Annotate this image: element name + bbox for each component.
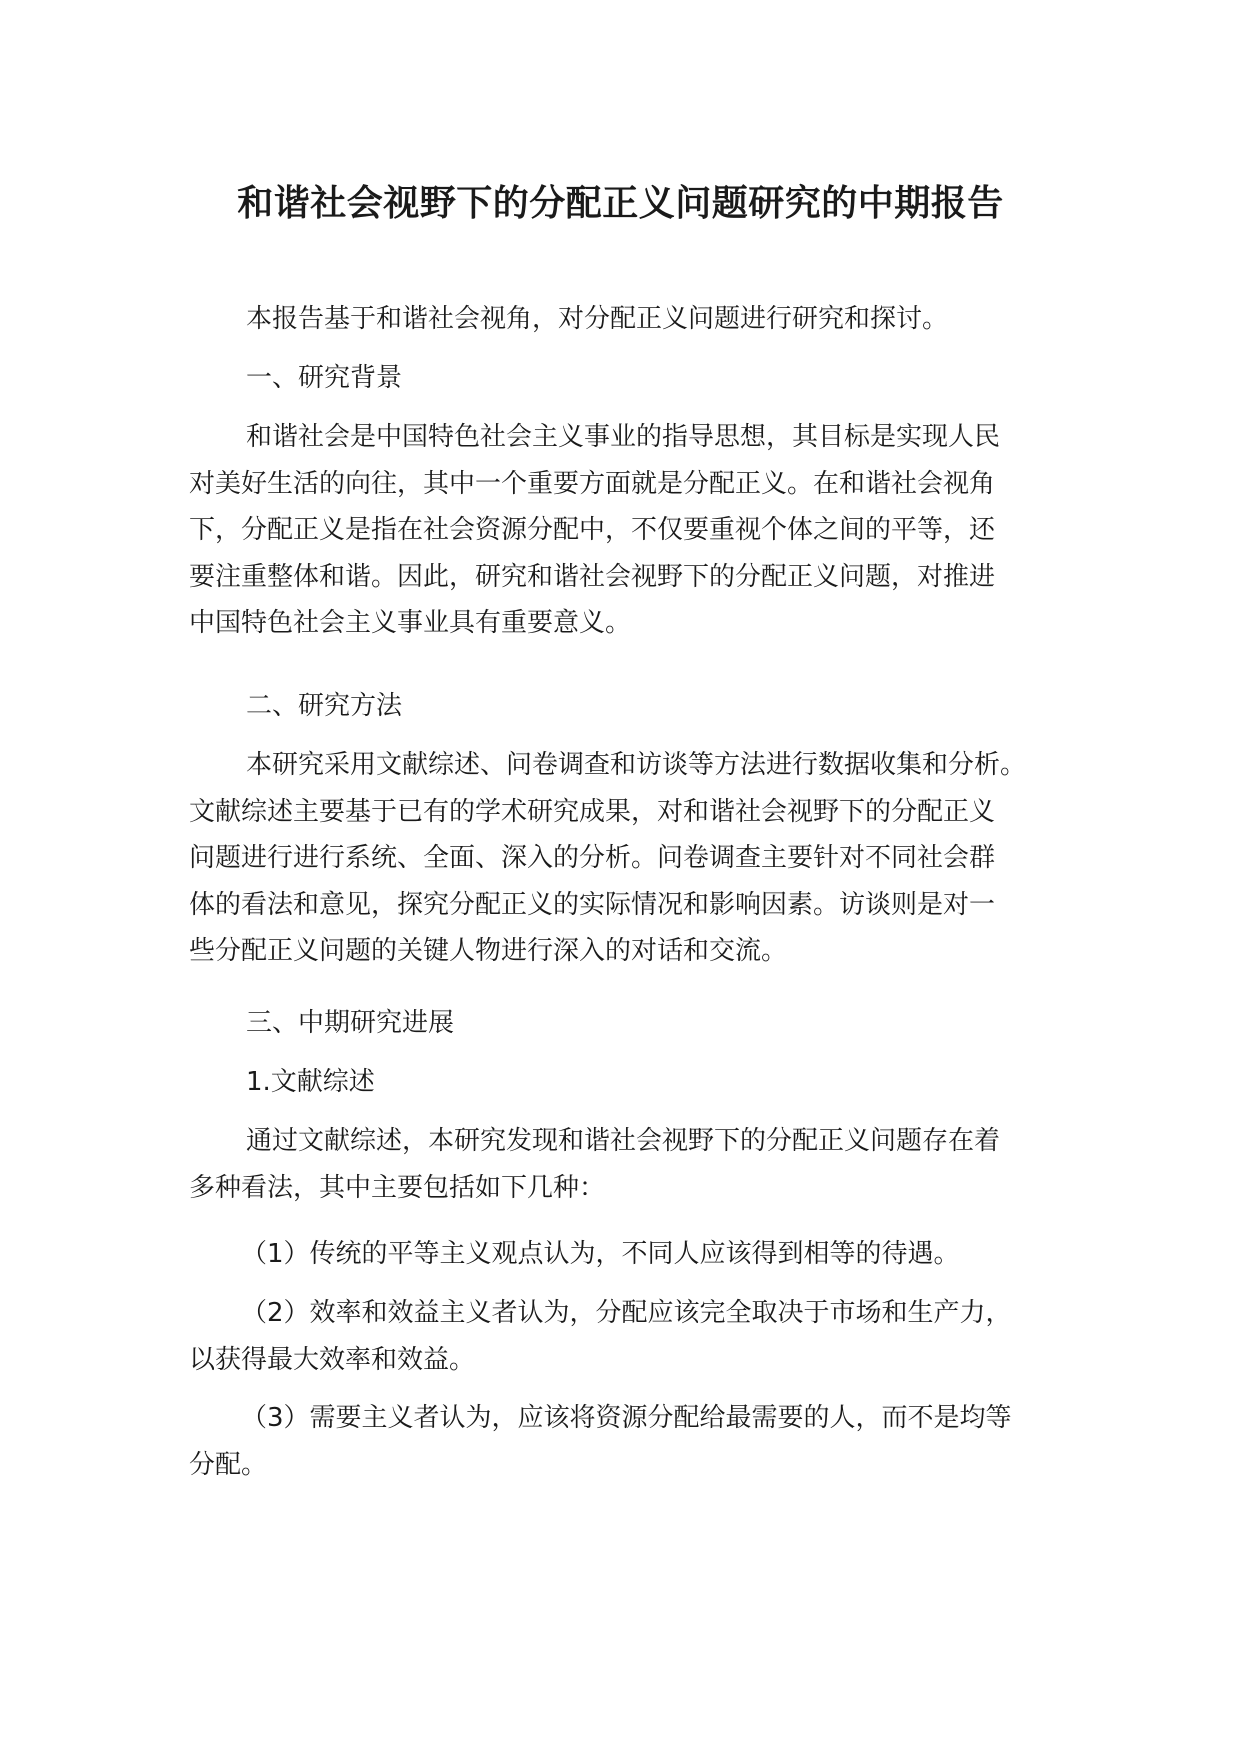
intro-paragraph: 本报告基于和谐社会视角，对分配正义问题进行研究和探讨。 — [246, 304, 949, 334]
methods-line: 问题进行进行系统、全面、深入的分析。问卷调查主要针对不同社会群 — [189, 843, 996, 873]
section-heading-progress: 三、中期研究进展 — [246, 1008, 455, 1038]
section-heading-background: 一、研究背景 — [246, 363, 403, 393]
list-item-2 — [189, 1290, 1057, 1383]
progress-intro-paragraph — [189, 1118, 1057, 1211]
list-item-line: （2）效率和效益主义者认为，分配应该完全取决于市场和生产力， — [241, 1298, 1012, 1328]
list-item-3 — [189, 1395, 1057, 1488]
background-paragraph — [189, 414, 1057, 647]
methods-line: 体的看法和意见，探究分配正义的实际情况和影响因素。访谈则是对一 — [189, 889, 996, 920]
background-line: 下，分配正义是指在社会资源分配中，不仅要重视个体之间的平等，还 — [189, 515, 996, 545]
background-line: 中国特色社会主义事业具有重要意义。 — [189, 608, 632, 638]
methods-line: 本研究采用文献综述、问卷调查和访谈等方法进行数据收集和分析。 — [246, 750, 1027, 780]
subheading-literature-review: 1.文献综述 — [246, 1067, 375, 1097]
background-line: 和谐社会是中国特色社会主义事业的指导思想，其目标是实现人民 — [246, 422, 1001, 452]
document-title: 和谐社会视野下的分配正义问题研究的中期报告 — [237, 183, 1004, 224]
list-item-line: （1）传统的平等主义观点认为，不同人应该得到相等的待遇。 — [241, 1239, 960, 1269]
list-item-line: 以获得最大效率和效益。 — [189, 1344, 476, 1375]
section-heading-methods: 二、研究方法 — [246, 691, 403, 721]
list-item-line: （3）需要主义者认为，应该将资源分配给最需要的人，而不是均等 — [241, 1403, 1012, 1433]
background-line: 对美好生活的向往，其中一个重要方面就是分配正义。在和谐社会视角 — [189, 468, 996, 499]
methods-line: 些分配正义问题的关键人物进行深入的对话和交流。 — [189, 936, 788, 966]
list-item-line: 分配。 — [189, 1449, 268, 1480]
progress-intro-line: 多种看法，其中主要包括如下几种： — [189, 1172, 606, 1203]
progress-intro-line: 通过文献综述，本研究发现和谐社会视野下的分配正义问题存在着 — [246, 1126, 1001, 1156]
background-line: 要注重整体和谐。因此，研究和谐社会视野下的分配正义问题，对推进 — [189, 561, 996, 592]
methods-paragraph — [189, 742, 1057, 975]
list-item-1 — [189, 1231, 1057, 1278]
methods-line: 文献综述主要基于已有的学术研究成果，对和谐社会视野下的分配正义 — [189, 796, 996, 827]
